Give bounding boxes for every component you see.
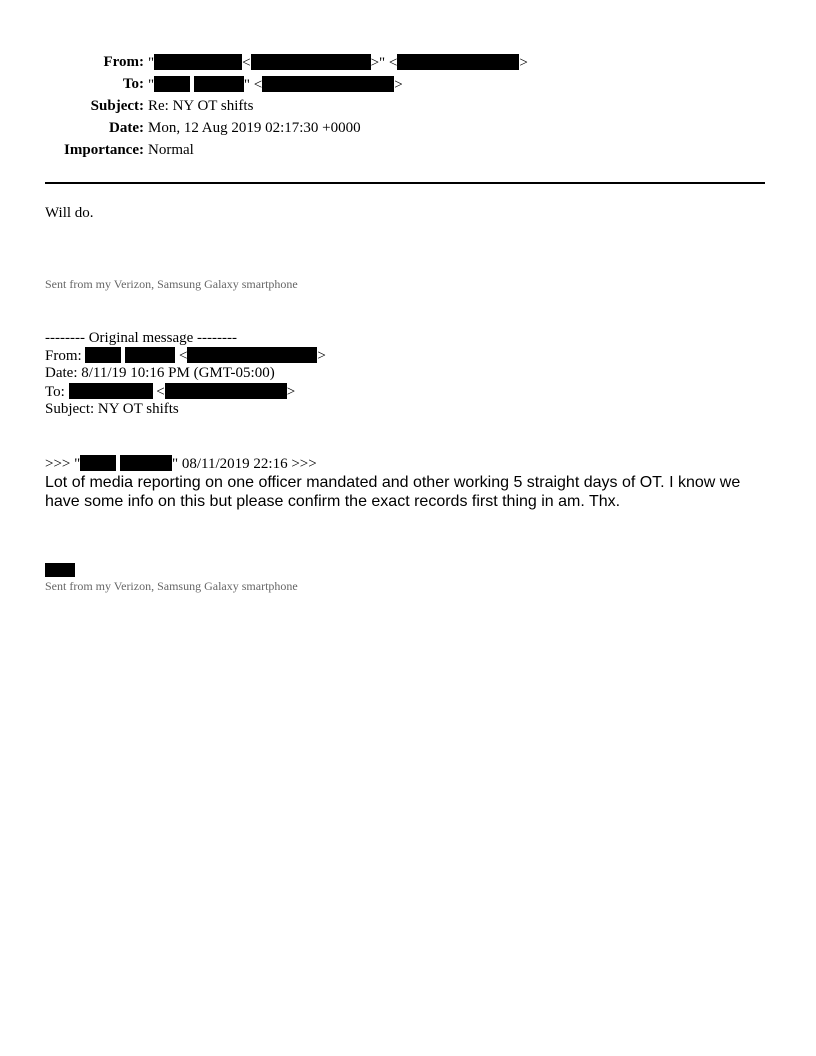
from-value: [148, 54, 528, 72]
original-from-label: From:: [45, 348, 82, 364]
reply-text: Will do.: [45, 205, 94, 221]
from-gtq: >" <: [370, 55, 398, 71]
subject-label: Subject:: [90, 98, 144, 114]
importance-label: Importance:: [64, 142, 144, 158]
redaction-block: [154, 54, 242, 70]
original-from-lt: <: [178, 348, 188, 364]
redaction-block: [125, 347, 175, 363]
to-quote: ": [148, 77, 155, 93]
subject-value: Re: NY OT shifts: [148, 98, 254, 114]
redaction-block: [262, 76, 394, 92]
redaction-block: [85, 347, 121, 363]
original-to-lt: <: [156, 384, 165, 400]
redaction-block: [251, 54, 371, 70]
redaction-block: [165, 383, 287, 399]
from-label: From:: [103, 54, 144, 70]
from-gt: >: [519, 55, 528, 71]
signature: Sent from my Verizon, Samsung Galaxy smartphone: [45, 277, 298, 291]
importance-value: Normal: [148, 142, 194, 158]
date-label: Date:: [109, 120, 144, 136]
redaction-block: [120, 455, 172, 471]
to-label: To:: [122, 76, 144, 92]
redaction-block: [45, 563, 75, 577]
redaction-block: [80, 455, 116, 471]
original-to-gt: >: [286, 384, 296, 400]
original-from-line: [45, 347, 326, 365]
to-q2lt: " <: [243, 77, 263, 93]
quote-text: Lot of media reporting on one officer mandated and other working 5 straight days of OT. I know we have some info on this but please confirm the exact records first thing in am. Thx.: [45, 474, 741, 510]
redaction-block: [154, 76, 190, 92]
redaction-block: [397, 54, 519, 70]
original-date-line: Date: 8/11/19 10:16 PM (GMT-05:00): [45, 365, 275, 381]
original-to-label: To:: [45, 384, 65, 400]
original-subject-line: Subject: NY OT shifts: [45, 401, 179, 417]
redaction-block: [187, 347, 317, 363]
signature: Sent from my Verizon, Samsung Galaxy smartphone: [45, 579, 298, 593]
original-to-line: [45, 383, 295, 401]
quote-prefix: >>> ": [45, 456, 81, 472]
to-value: [148, 76, 403, 94]
quote-header-line: [45, 455, 317, 473]
to-gt: >: [394, 77, 403, 93]
redaction-block: [194, 76, 244, 92]
from-lt: <: [242, 55, 251, 71]
from-quote: ": [148, 55, 155, 71]
header-divider: [45, 182, 765, 184]
quote-suffix: " 08/11/2019 22:16 >>>: [172, 456, 317, 472]
original-message-divider: -------- Original message --------: [45, 330, 237, 346]
original-from-gt: >: [317, 348, 326, 364]
date-value: Mon, 12 Aug 2019 02:17:30 +0000: [148, 120, 361, 136]
redaction-block: [69, 383, 153, 399]
